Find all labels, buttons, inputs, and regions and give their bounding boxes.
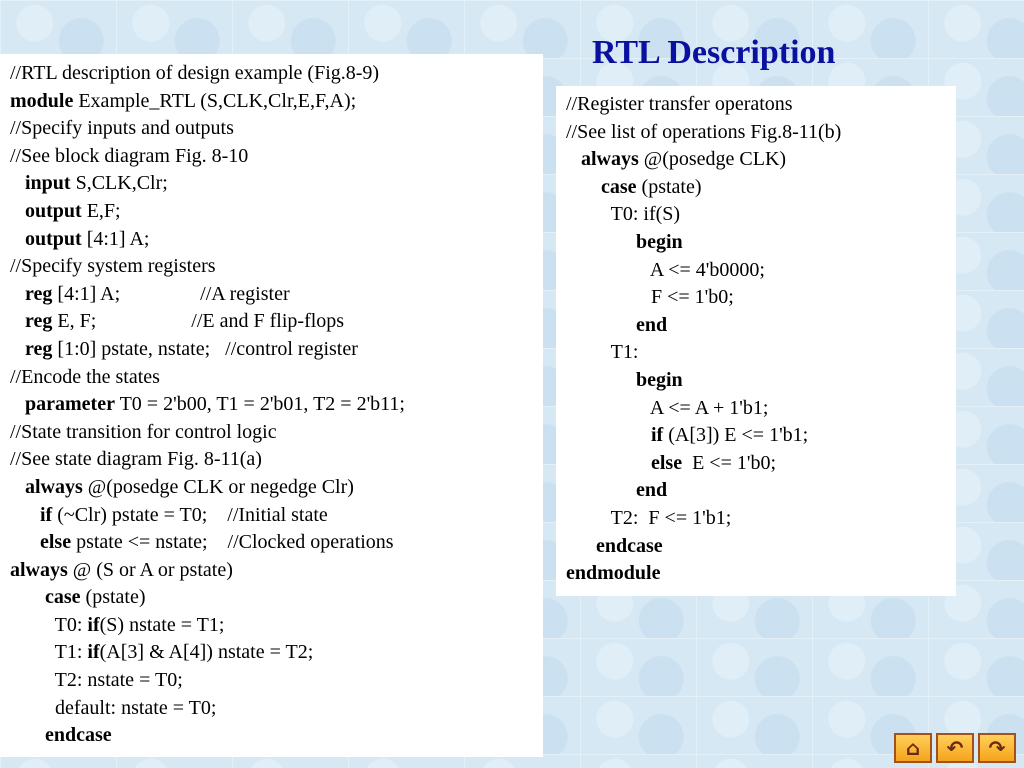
code-text: [1:0] pstate, nstate; //control register <box>52 337 358 360</box>
code-text: //See list of operations Fig.8-11(b) <box>566 120 842 143</box>
code-keyword: input <box>25 172 71 195</box>
code-text <box>10 338 25 360</box>
slide-title: RTL Description <box>592 34 836 71</box>
code-text <box>566 535 596 557</box>
code-text: T1: <box>10 641 88 664</box>
code-text <box>10 531 40 553</box>
code-line <box>10 639 543 667</box>
code-line <box>10 446 543 474</box>
code-line <box>566 146 956 174</box>
code-text: E, F; //E and F flip-flops <box>52 310 345 333</box>
code-text: S,CLK,Clr; <box>70 172 168 195</box>
code-line <box>566 312 956 340</box>
code-text: default: nstate = T0; <box>10 696 217 719</box>
code-text: [4:1] A; //A register <box>52 282 290 305</box>
code-text <box>10 476 25 498</box>
code-keyword: reg <box>25 310 53 333</box>
code-line <box>566 477 956 505</box>
code-text <box>10 200 25 222</box>
code-text <box>10 283 25 305</box>
code-text <box>566 424 651 446</box>
code-text: //Specify system registers <box>10 255 216 278</box>
code-line <box>10 198 543 226</box>
code-line <box>566 367 956 395</box>
code-text <box>566 452 651 474</box>
home-button[interactable] <box>894 733 932 763</box>
code-text: F <= 1'b0; <box>566 286 734 309</box>
code-keyword: output <box>25 227 82 250</box>
code-line <box>566 505 956 533</box>
code-text <box>10 228 25 250</box>
code-text: (A[3] & A[4]) nstate = T2; <box>99 641 314 664</box>
code-line <box>10 308 543 336</box>
code-line <box>10 364 543 392</box>
code-line <box>10 419 543 447</box>
code-line <box>566 257 956 285</box>
code-text: //State transition for control logic <box>10 420 277 443</box>
code-line <box>10 226 543 254</box>
code-text: //Register transfer operatons <box>566 93 793 115</box>
code-keyword: case <box>45 586 81 609</box>
code-line <box>566 560 956 588</box>
code-text: @ (S or A or pstate) <box>67 558 233 581</box>
code-text: E,F; <box>81 199 121 222</box>
code-line <box>10 170 543 198</box>
code-text: (S) nstate = T1; <box>99 613 225 636</box>
code-keyword: reg <box>25 337 53 360</box>
code-text: //RTL description of design example (Fig.8-9) <box>10 62 380 84</box>
code-line <box>10 667 543 695</box>
code-text: (pstate) <box>80 586 146 609</box>
code-text <box>10 393 25 415</box>
code-keyword: output <box>25 199 82 222</box>
code-line <box>10 336 543 364</box>
code-text <box>566 369 636 391</box>
code-panel-left <box>0 54 543 757</box>
code-text: //Encode the states <box>10 365 160 388</box>
code-line <box>566 119 956 147</box>
code-text: pstate <= nstate; //Clocked operations <box>71 531 394 554</box>
home-icon: ⌂ <box>905 736 921 760</box>
code-line <box>566 450 956 478</box>
code-line <box>566 422 956 450</box>
code-text <box>10 724 45 746</box>
code-text: T0: <box>10 613 88 636</box>
code-text: Example_RTL (S,CLK,Clr,E,F,A); <box>73 89 357 112</box>
code-text <box>566 148 581 170</box>
code-panel-right <box>556 86 956 596</box>
code-line <box>10 115 543 143</box>
code-line <box>10 281 543 309</box>
code-text: A <= 4'b0000; <box>566 258 765 281</box>
code-keyword: begin <box>636 368 683 391</box>
code-text: (~Clr) pstate = T0; //Initial state <box>52 503 328 526</box>
code-text: [4:1] A; <box>81 227 150 250</box>
code-keyword: if <box>87 641 100 664</box>
code-text <box>566 314 636 336</box>
code-text: T2: nstate = T0; <box>10 669 183 692</box>
code-keyword: always <box>581 148 639 171</box>
code-line <box>10 474 543 502</box>
code-line <box>566 174 956 202</box>
code-keyword: reg <box>25 282 53 305</box>
code-keyword: else <box>651 451 683 474</box>
code-line <box>10 529 543 557</box>
code-line <box>566 91 956 119</box>
code-text: T0: if(S) <box>566 203 681 226</box>
code-text: (A[3]) E <= 1'b1; <box>663 424 809 447</box>
code-keyword: case <box>601 175 637 198</box>
code-text <box>566 231 636 253</box>
code-line <box>10 143 543 171</box>
code-line <box>10 557 543 585</box>
code-line <box>566 395 956 423</box>
code-text: //See state diagram Fig. 8-11(a) <box>10 448 262 471</box>
code-text: T2: F <= 1'b1; <box>566 506 732 529</box>
code-keyword: endcase <box>45 724 112 747</box>
code-text: //Specify inputs and outputs <box>10 117 234 140</box>
code-keyword: if <box>651 424 664 447</box>
code-text <box>566 176 601 198</box>
code-line <box>566 201 956 229</box>
code-text <box>10 504 40 526</box>
code-text: E <= 1'b0; <box>682 451 777 474</box>
code-line <box>10 584 543 612</box>
code-keyword: else <box>40 531 72 554</box>
code-keyword: begin <box>636 230 683 253</box>
code-text <box>10 586 45 608</box>
code-keyword: endcase <box>596 534 663 557</box>
code-keyword: always <box>25 475 83 498</box>
code-text: @(posedge CLK or negedge Clr) <box>82 475 354 498</box>
code-text <box>10 310 25 332</box>
code-text: (pstate) <box>636 175 702 198</box>
code-line <box>566 229 956 257</box>
return-button[interactable] <box>936 733 974 763</box>
code-keyword: end <box>636 313 668 336</box>
code-line <box>10 253 543 281</box>
code-text: T1: <box>566 341 639 364</box>
code-line <box>10 695 543 723</box>
code-line <box>10 722 543 750</box>
u-turn-up-icon: ↶ <box>946 736 964 760</box>
code-line <box>10 502 543 530</box>
code-text <box>10 172 25 194</box>
code-text <box>566 479 636 501</box>
code-line <box>10 60 543 88</box>
back-button[interactable] <box>978 733 1016 763</box>
code-line <box>566 284 956 312</box>
code-line <box>10 88 543 116</box>
navigation-bar <box>894 733 1016 763</box>
code-keyword: endmodule <box>566 562 661 585</box>
u-turn-left-icon: ↷ <box>988 736 1006 760</box>
code-keyword: parameter <box>25 393 115 416</box>
code-line <box>10 612 543 640</box>
code-keyword: if <box>40 503 53 526</box>
code-keyword: if <box>87 613 100 636</box>
code-text: //See block diagram Fig. 8-10 <box>10 144 249 167</box>
code-keyword: always <box>10 558 68 581</box>
code-keyword: end <box>636 479 668 502</box>
code-text: @(posedge CLK) <box>638 148 787 171</box>
code-text: T0 = 2'b00, T1 = 2'b01, T2 = 2'b11; <box>114 393 405 416</box>
code-line <box>566 533 956 561</box>
code-line <box>10 391 543 419</box>
code-line <box>566 339 956 367</box>
code-keyword: module <box>10 89 74 112</box>
code-text: A <= A + 1'b1; <box>566 396 769 419</box>
